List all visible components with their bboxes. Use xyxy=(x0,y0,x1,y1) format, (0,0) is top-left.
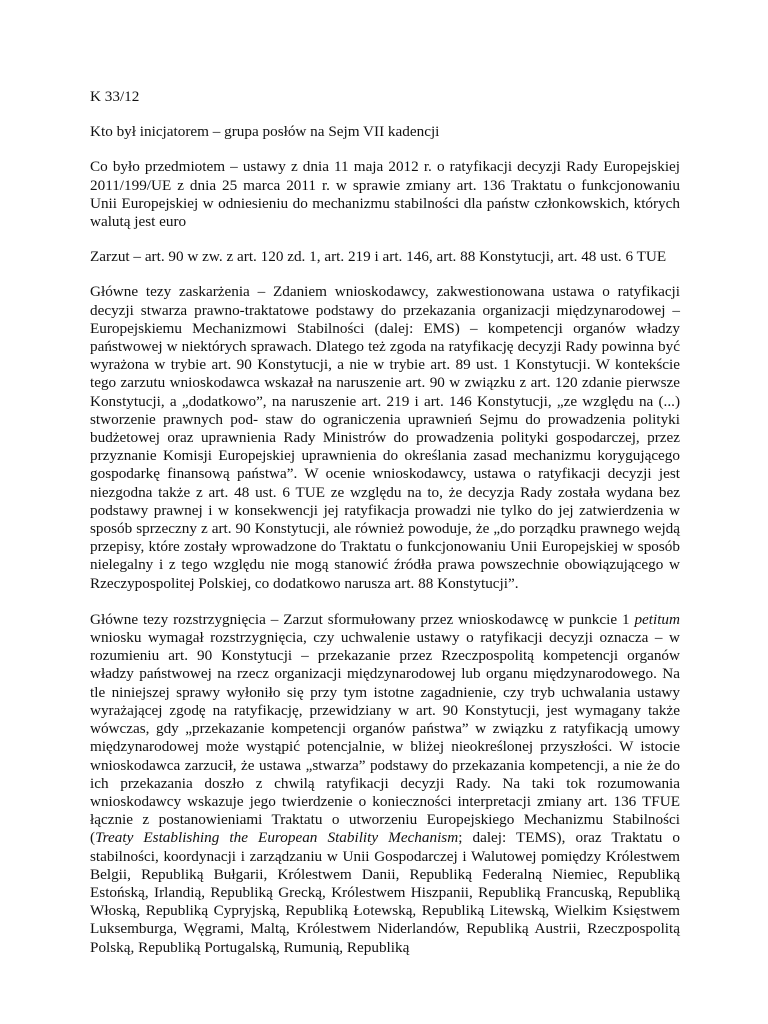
resolution-tems-title: Treaty Establishing the European Stability Mechanism xyxy=(95,829,459,847)
case-number: K 33/12 xyxy=(90,88,140,105)
resolution-theses-paragraph xyxy=(90,611,680,957)
allegation-paragraph: Zarzut – art. 90 w zw. z art. 120 zd. 1, art. 219 i art. 146, art. 88 Konstytucji, art. 48 ust. 6 TUE xyxy=(90,248,667,266)
resolution-text-1: Główne tezy rozstrzygnięcia – Zarzut sformułowany przez wnioskodawcę w punkcie 1 xyxy=(90,610,635,628)
initiator-paragraph: Kto był inicjatorem – grupa posłów na Sejm VII kadencji xyxy=(90,123,440,141)
resolution-petitum: petitum xyxy=(634,610,680,628)
subject-paragraph: Co było przedmiotem – ustawy z dnia 11 maja 2012 r. o ratyfikacji decyzji Rady Europejskiej 2011/199/UE z dnia 25 marca 2011 r. w sprawie zmiany art. 136 Traktatu o funkcjonowaniu Unii Europejskiej w odniesieniu do mechanizmu stabilności dla państw członkowskich, których walutą jest euro xyxy=(90,158,680,231)
complaint-theses-paragraph: Główne tezy zaskarżenia – Zdaniem wnioskodawcy, zakwestionowana ustawa o ratyfikacji decyzji stwarza prawno-traktatowe podstawy do przekazania organizacji międzynarodowej – Europejskiemu Mechanizmowi Stabilności (dalej: EMS) – kompetencji organów władzy państwowej w niektórych sprawach. Dlatego też zgoda na ratyfikację decyzji Rady powinna być wyrażona w trybie art. 90 Konstytucji, a nie w trybie art. 89 ust. 1 Konstytucji. W kontekście tego zarzutu wnioskodawca wskazał na naruszenie art. 90 w związku z art. 120 zdanie pierwsze Konstytucji, a „dodatkowo”, na naruszenie art. 219 i art. 146 Konstytucji, „ze względu na (...) stworzenie prawnych pod- staw do ograniczenia uprawnień Sejmu do prowadzenia polityki budżetowej oraz uprawnienia Rady Ministrów do prowadzenia polityki gospodarczej, przez przyznanie Komisji Europejskiej uprawnienia do określania zasad mechanizmu korygującego gospodarkę finansową państwa”. W ocenie wnioskodawcy, ustawa o ratyfikacji decyzji jest niezgodna także z art. 48 ust. 6 TUE ze względu na to, że decyzja Rady została wydana bez podstawy prawnej i w konsekwencji jej ratyfikacja prowadzi nie tylko do jej zatwierdzenia w sposób sprzeczny z art. 90 Konstytucji, ale również powoduje, że „do porządku prawnego wejdą przepisy, które zostały wprowadzone do Traktatu o funkcjonowaniu Unii Europejskiej w sposób nielegalny i z tego względu nie mogą stanowić źródła prawa powszechnie obowiązującego w Rzeczypospolitej Polskiej, co dodatkowo narusza art. 88 Konstytucji”. xyxy=(90,283,680,592)
resolution-text-2: wniosku wymagał rozstrzygnięcia, czy uchwalenie ustawy o ratyfikacji decyzji oznacza – w rozumieniu art. 90 Konstytucji – przekazanie przez Rzeczpospolitą kompetencji organów władzy państwowej na rzecz organizacji międzynarodowej lub organu międzynarodowego. Na tle niniejszej sprawy wyłoniło się przy tym istotne zagadnienie, czy tryb uchwalania ustawy wyrażającej zgodę na ratyfikację, przewidziany w art. 90 Konstytucji, jest wymagany także wówczas, gdy „przekazanie kompetencji organów państwa” w związku z ratyfikacją umowy międzynarodowej może wystąpić potencjalnie, w bliżej nieokreślonej przyszłości. W istocie wnioskodawca zarzucił, że ustawa „stwarza” podstawy do przekazania kompetencji, a nie że do ich przekazania doszło z chwilą ratyfikacji decyzji Rady. Na taki tok rozumowania wnioskodawcy wskazuje jego twierdzenie o konieczności interpretacji zmiany art. 136 TFUE łącznie z postanowieniami Traktatu o utworzeniu Europejskiego Mechanizmu Stabilności ( xyxy=(90,629,680,847)
resolution-text-3: ; dalej: TEMS), oraz Traktatu o stabilności, koordynacji i zarządzaniu w Unii Gospodarczej i Walutowej pomiędzy Królestwem Belgii, Republiką Bułgarii, Królestwem Danii, Republiką Federalną Niemiec, Republiką Estońską, Irlandią, Republiką Grecką, Królestwem Hiszpanii, Republiką Francuską, Republiką Włoską, Republiką Cypryjską, Republiką Łotewską, Republiką Litewską, Wielkim Księstwem Luksemburga, Węgrami, Maltą, Królestwem Niderlandów, Republiką Austrii, Rzeczpospolitą Polską, Republiką Portugalską, Rumunią, Republiką xyxy=(90,829,680,956)
